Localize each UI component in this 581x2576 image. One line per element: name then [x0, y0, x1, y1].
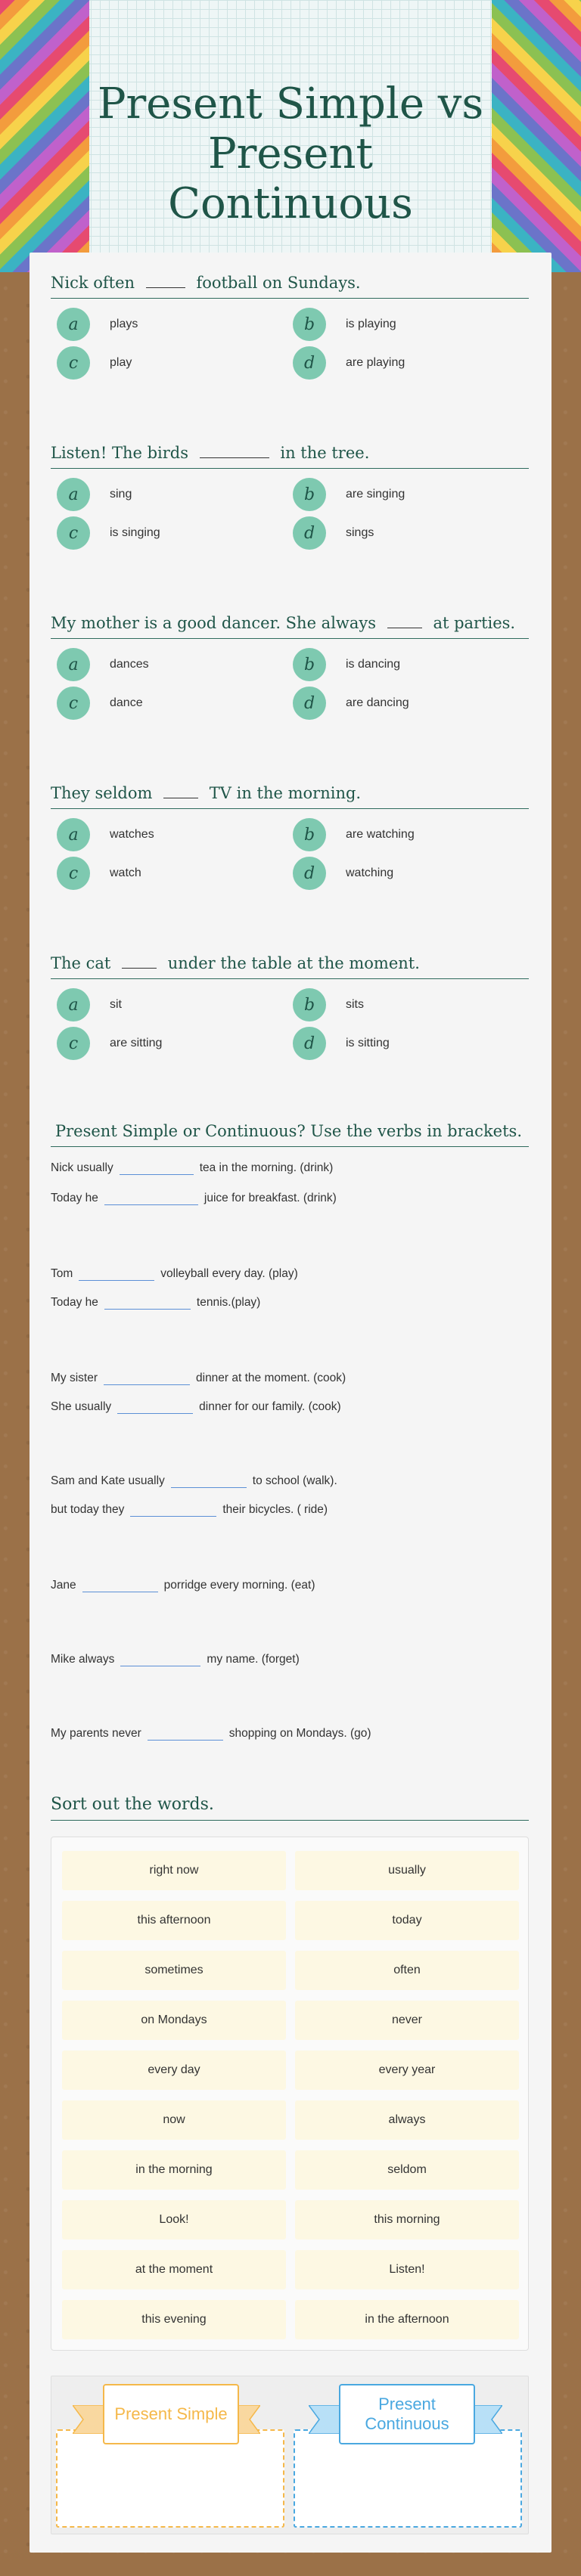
option-c[interactable]: c play: [57, 346, 291, 380]
word-card[interactable]: on Mondays: [62, 2001, 286, 2040]
category-area: [51, 2376, 529, 2534]
header-banner: [0, 0, 581, 272]
sentence-8: but today they their bicycles. ( ride): [51, 1503, 328, 1516]
word-card[interactable]: often: [295, 1951, 519, 1990]
answer-blank[interactable]: [122, 968, 157, 969]
page-title: Present Simple vs Present Continuous: [97, 79, 484, 228]
word-bank: [51, 1837, 529, 2351]
verb-input[interactable]: [148, 1725, 223, 1741]
category-label-continuous: Present Continuous: [339, 2384, 475, 2444]
verb-input[interactable]: [130, 1502, 216, 1517]
option-a[interactable]: a watches: [57, 818, 291, 851]
mc-question-1: [51, 274, 529, 382]
mc-question-3: [51, 614, 529, 722]
option-c[interactable]: c are sitting: [57, 1027, 291, 1060]
question-text: They seldom TV in the morning.: [51, 784, 529, 809]
mc-question-5: [51, 954, 529, 1062]
letter-badge: b: [293, 818, 326, 851]
category-label-simple: Present Simple: [103, 2384, 239, 2444]
word-card[interactable]: seldom: [295, 2150, 519, 2190]
option-b[interactable]: b is playing: [293, 308, 527, 341]
ribbon-tail-left: [73, 2405, 106, 2434]
mc-question-4: [51, 784, 529, 892]
sentence-5: My sister dinner at the moment. (cook): [51, 1372, 346, 1384]
letter-badge: b: [293, 988, 326, 1021]
option-d[interactable]: d are dancing: [293, 687, 527, 720]
letter-badge: d: [293, 1027, 326, 1060]
sentence-2: Today he juice for breakfast. (drink): [51, 1192, 337, 1204]
verb-input[interactable]: [79, 1266, 154, 1281]
word-card[interactable]: right now: [62, 1851, 286, 1890]
word-card[interactable]: sometimes: [62, 1951, 286, 1990]
verb-input[interactable]: [104, 1190, 198, 1205]
word-card[interactable]: this evening: [62, 2300, 286, 2339]
ribbon-tail-left: [309, 2405, 342, 2434]
question-text: Listen! The birds in the tree.: [51, 444, 529, 469]
sentence-3: Tom volleyball every day. (play): [51, 1267, 298, 1280]
option-a[interactable]: a sing: [57, 478, 291, 511]
option-a[interactable]: a plays: [57, 308, 291, 341]
letter-badge: a: [57, 648, 90, 681]
answer-blank[interactable]: [146, 287, 185, 288]
option-d[interactable]: d is sitting: [293, 1027, 527, 1060]
letter-badge: c: [57, 857, 90, 890]
option-a[interactable]: a dances: [57, 648, 291, 681]
verb-input[interactable]: [120, 1160, 194, 1175]
question-text: The cat under the table at the moment.: [51, 954, 529, 979]
option-c[interactable]: c is singing: [57, 516, 291, 550]
letter-badge: a: [57, 308, 90, 341]
worksheet-card: [30, 253, 551, 2553]
chevron-pattern-right: [492, 0, 581, 272]
word-card[interactable]: in the afternoon: [295, 2300, 519, 2339]
word-card[interactable]: never: [295, 2001, 519, 2040]
letter-badge: d: [293, 346, 326, 380]
verb-input[interactable]: [117, 1399, 193, 1414]
word-card[interactable]: usually: [295, 1851, 519, 1890]
letter-badge: d: [293, 687, 326, 720]
chevron-pattern-left: [0, 0, 89, 272]
verb-input[interactable]: [104, 1370, 190, 1385]
question-text: My mother is a good dancer. She always at parties.: [51, 614, 529, 639]
sort-section-title: Sort out the words.: [51, 1795, 529, 1821]
letter-badge: d: [293, 857, 326, 890]
option-b[interactable]: b are singing: [293, 478, 527, 511]
option-d[interactable]: d are playing: [293, 346, 527, 380]
letter-badge: b: [293, 308, 326, 341]
option-b[interactable]: b are watching: [293, 818, 527, 851]
word-card[interactable]: this afternoon: [62, 1901, 286, 1940]
sentence-10: Mike always my name. (forget): [51, 1653, 300, 1666]
sentence-9: Jane porridge every morning. (eat): [51, 1579, 315, 1592]
word-card[interactable]: Listen!: [295, 2250, 519, 2289]
sentence-6: She usually dinner for our family. (cook): [51, 1400, 341, 1413]
word-card[interactable]: every day: [62, 2051, 286, 2090]
letter-badge: c: [57, 687, 90, 720]
verb-input[interactable]: [104, 1294, 191, 1310]
sentence-4: Today he tennis.(play): [51, 1296, 261, 1309]
sentence-7: Sam and Kate usually to school (walk).: [51, 1474, 337, 1487]
word-card[interactable]: Look!: [62, 2200, 286, 2240]
option-b[interactable]: b sits: [293, 988, 527, 1021]
word-card[interactable]: always: [295, 2100, 519, 2140]
letter-badge: c: [57, 516, 90, 550]
letter-badge: a: [57, 988, 90, 1021]
option-d[interactable]: d watching: [293, 857, 527, 890]
word-card[interactable]: at the moment: [62, 2250, 286, 2289]
letter-badge: d: [293, 516, 326, 550]
letter-badge: b: [293, 478, 326, 511]
letter-badge: b: [293, 648, 326, 681]
option-c[interactable]: c watch: [57, 857, 291, 890]
letter-badge: a: [57, 818, 90, 851]
option-c[interactable]: c dance: [57, 687, 291, 720]
verb-input[interactable]: [171, 1473, 247, 1488]
word-card[interactable]: in the morning: [62, 2150, 286, 2190]
verb-input[interactable]: [120, 1651, 200, 1666]
letter-badge: a: [57, 478, 90, 511]
letter-badge: c: [57, 346, 90, 380]
sentence-1: Nick usually tea in the morning. (drink): [51, 1161, 334, 1174]
word-card[interactable]: today: [295, 1901, 519, 1940]
sentence-11: My parents never shopping on Mondays. (go): [51, 1727, 371, 1740]
answer-blank[interactable]: [200, 457, 269, 458]
option-b[interactable]: b is dancing: [293, 648, 527, 681]
option-a[interactable]: a sit: [57, 988, 291, 1021]
word-card[interactable]: now: [62, 2100, 286, 2140]
question-text: Nick often football on Sundays.: [51, 274, 529, 299]
word-card[interactable]: this morning: [295, 2200, 519, 2240]
fill-section-title: Present Simple or Continuous? Use the verbs in brackets.: [51, 1122, 529, 1147]
word-card[interactable]: every year: [295, 2051, 519, 2090]
option-d[interactable]: d sings: [293, 516, 527, 550]
letter-badge: c: [57, 1027, 90, 1060]
mc-question-2: [51, 444, 529, 552]
verb-input[interactable]: [82, 1577, 158, 1592]
